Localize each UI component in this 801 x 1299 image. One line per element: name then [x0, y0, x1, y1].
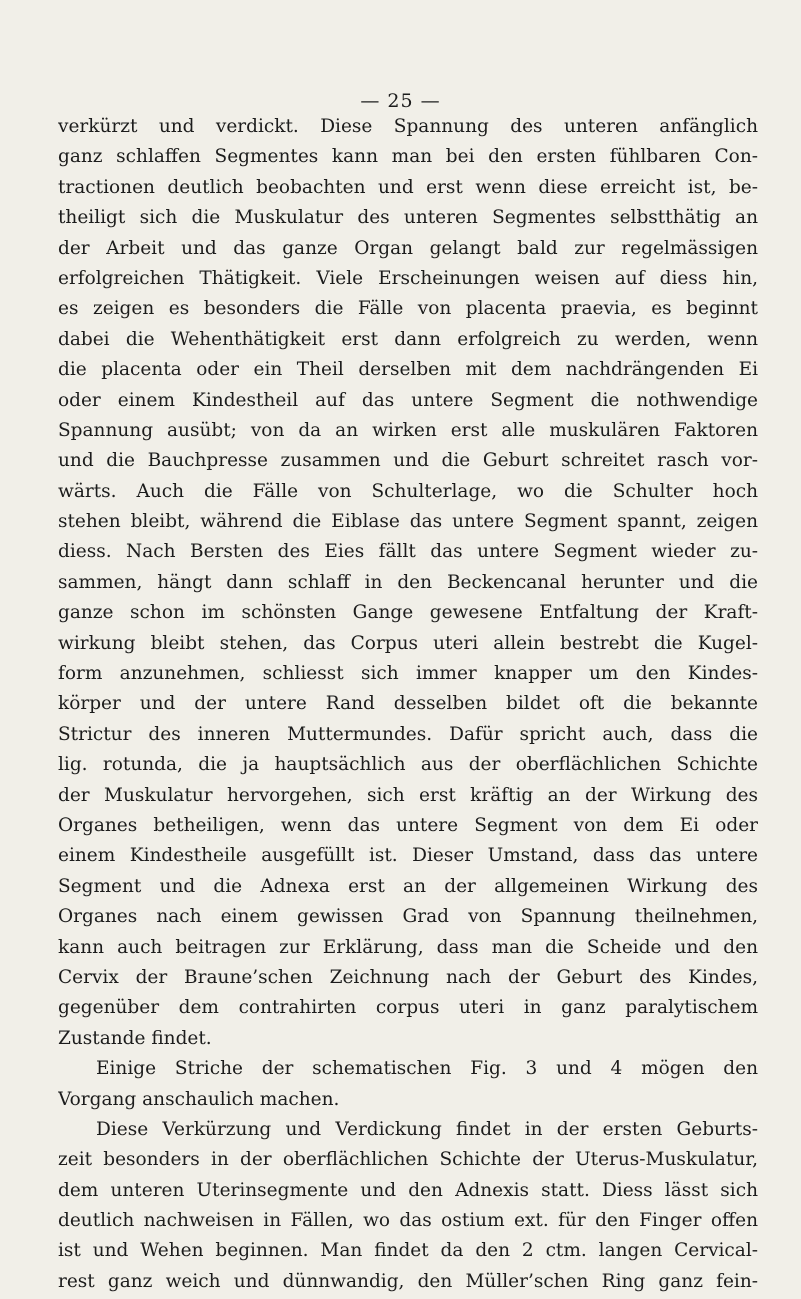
text-line: ist und Wehen beginnen. Man findet da den 2 ctm. langen Cervical- — [58, 1240, 758, 1262]
text-line: diess. Nach Bersten des Eies fällt das untere Segment wieder zu- — [58, 541, 758, 563]
text-line: wärts. Auch die Fälle von Schulterlage, wo die Schulter hoch — [58, 480, 758, 502]
text-line: stehen bleibt, während die Eiblase das untere Segment spannt, zeigen — [58, 511, 758, 533]
body-text — [58, 112, 758, 1297]
text-line: rest ganz weich und dünnwandig, den Müller’schen Ring ganz fein- — [58, 1270, 758, 1292]
text-line: erfolgreichen Thätigkeit. Viele Erscheinungen weisen auf diess hin, — [58, 267, 758, 289]
text-line: Spannung ausübt; von da an wirken erst alle muskulären Faktoren — [58, 419, 758, 441]
text-line: dabei die Wehenthätigkeit erst dann erfolgreich zu werden, wenn — [58, 328, 758, 350]
text-line: verkürzt und verdickt. Diese Spannung des unteren anfänglich — [58, 116, 758, 137]
text-line: die placenta oder ein Theil derselben mit dem nachdrängenden Ei — [58, 359, 758, 381]
text-line: sammen, hängt dann schlaff in den Beckencanal herunter und die — [58, 571, 758, 593]
text-line: form anzunehmen, schliesst sich immer knapper um den Kindes- — [58, 663, 758, 685]
text-line: einem Kindestheile ausgefüllt ist. Dieser Umstand, dass das untere — [58, 845, 758, 867]
text-line: dem unteren Uterinsegmente und den Adnexis statt. Diess lässt sich — [58, 1179, 758, 1201]
text-line: Cervix der Braune’schen Zeichnung nach der Geburt des Kindes, — [58, 966, 758, 988]
text-line: Segment und die Adnexa erst an der allgemeinen Wirkung des — [58, 875, 758, 897]
text-line: wirkung bleibt stehen, das Corpus uteri allein bestrebt die Kugel- — [58, 632, 758, 654]
text-line: es zeigen es besonders die Fälle von placenta praevia, es beginnt — [58, 298, 758, 320]
page-number: — 25 — — [360, 90, 441, 112]
text-line: gegenüber dem contrahirten corpus uteri in ganz paralytischem — [58, 997, 758, 1019]
text-line: kann auch beitragen zur Erklärung, dass man die Scheide und den — [58, 936, 758, 958]
text-line: theiligt sich die Muskulatur des unteren Segmentes selbstthätig an — [58, 207, 758, 229]
text-line: der Arbeit und das ganze Organ gelangt bald zur regelmässigen — [58, 237, 758, 259]
text-line: ganz schlaffen Segmentes kann man bei den ersten fühlbaren Con- — [58, 146, 758, 168]
text-line: Diese Verkürzung und Verdickung findet in der ersten Geburts- — [96, 1118, 758, 1140]
text-line: ganze schon im schönsten Gange gewesene Entfaltung der Kraft- — [58, 602, 758, 624]
text-line: Vorgang anschaulich machen. — [58, 1088, 340, 1110]
text-line: deutlich nachweisen in Fällen, wo das ostium ext. für den Finger offen — [58, 1210, 758, 1232]
text-line: Organes nach einem gewissen Grad von Spannung theilnehmen, — [58, 906, 758, 928]
text-line: oder einem Kindestheil auf das untere Segment die nothwendige — [58, 389, 758, 411]
text-line: körper und der untere Rand desselben bildet oft die bekannte — [58, 693, 758, 715]
text-line: und die Bauchpresse zusammen und die Geburt schreitet rasch vor- — [58, 450, 758, 472]
text-line: zeit besonders in der oberflächlichen Schichte der Uterus-Muskulatur, — [58, 1149, 758, 1171]
text-line: Zustande findet. — [58, 1027, 212, 1049]
text-line: Strictur des inneren Muttermundes. Dafür spricht auch, dass die — [58, 723, 758, 745]
text-line: Organes betheiligen, wenn das untere Segment von dem Ei oder — [58, 814, 758, 836]
text-line: Einige Striche der schematischen Fig. 3 und 4 mögen den — [96, 1058, 758, 1080]
text-line: tractionen deutlich beobachten und erst wenn diese erreicht ist, be- — [58, 176, 758, 198]
text-line: lig. rotunda, die ja hauptsächlich aus der oberflächlichen Schichte — [58, 754, 758, 776]
text-line: der Muskulatur hervorgehen, sich erst kräftig an der Wirkung des — [58, 784, 758, 806]
